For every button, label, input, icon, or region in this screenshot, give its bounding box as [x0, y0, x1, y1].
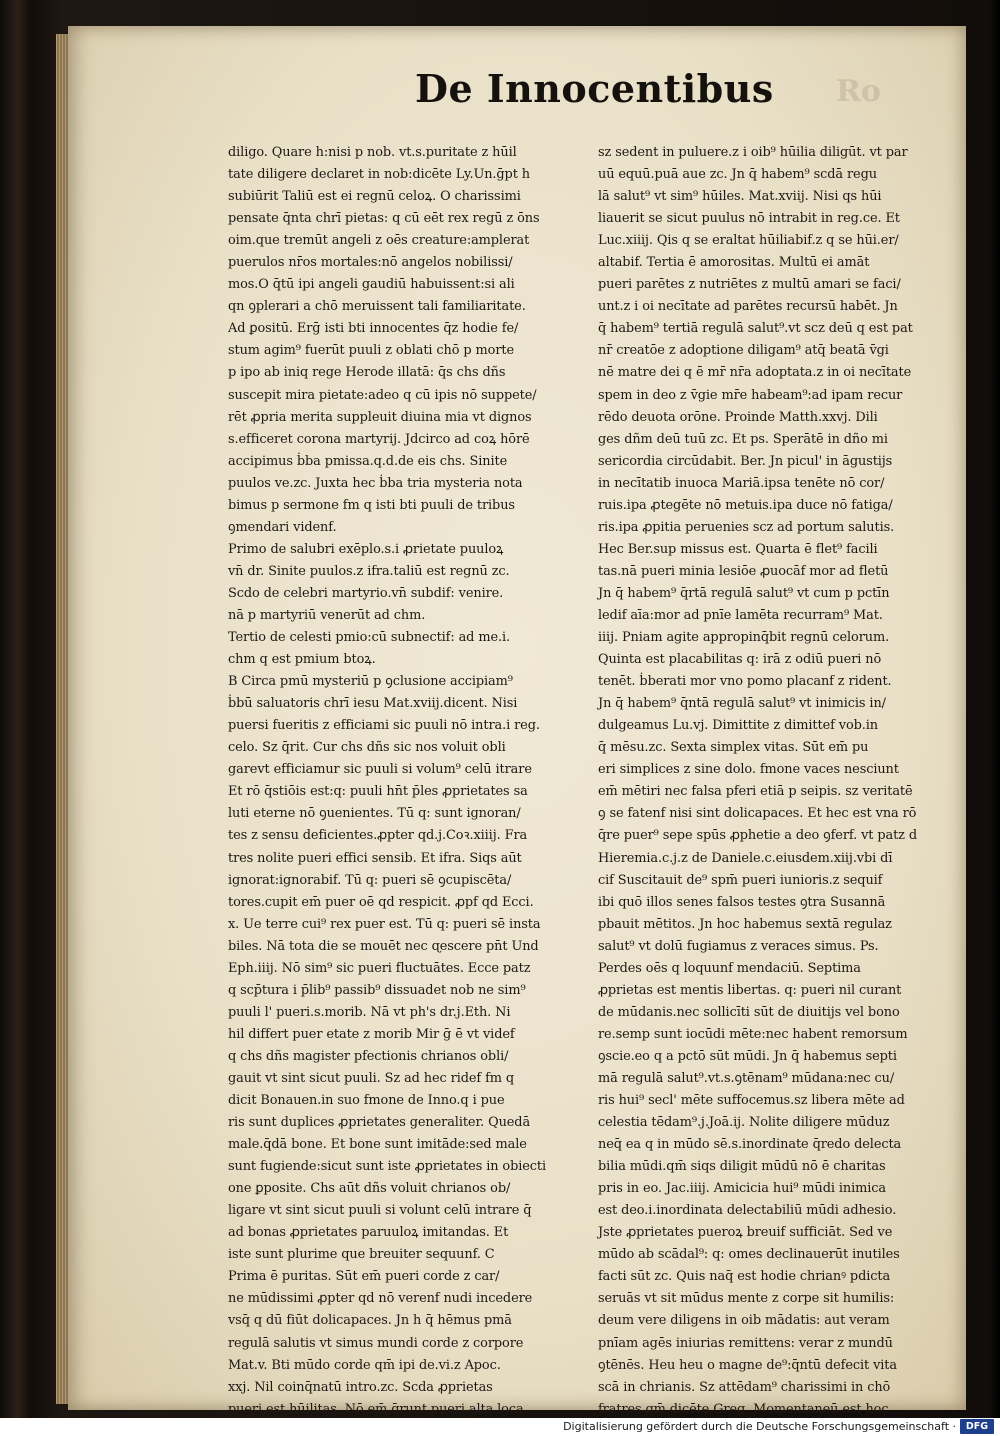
text-line: q̄re puer⁹ sepe spūs ꝓphetie a deo ꝯferf. vt patz d: [598, 828, 918, 844]
text-line: ꝯtēnēs. Heu heu o magne de⁹:q̄ntū defecit vita: [598, 1357, 897, 1373]
text-line: nē matre dei q ē mr̄ nr̄a adoptata.z in oi necītate: [598, 365, 912, 381]
text-line: celo. Sz q̄rit. Cur chs dñs sic nos voluit obli: [228, 740, 506, 756]
text-line: Prima ē puritas. Sūt em̄ pueri corde z car/: [228, 1269, 500, 1285]
text-line: ris.ipa ꝓpitia peruenies scz ad portum salutis.: [598, 519, 895, 535]
text-line: seruās vt sit mūdus mente z corpe sit humilis:: [598, 1291, 895, 1307]
text-line: ledif aīa:mor ad pnīe lamēta recurram⁹ Mat.: [598, 607, 883, 623]
text-line: regulā salutis vt simus mundi corde z corpore: [228, 1335, 524, 1351]
text-line: nr̄ creatōe z adoptione diligam⁹ atq̄ beatā v̄gi: [598, 343, 889, 359]
text-line: biles. Nā tota die se mouēt nec ɋescere pn̄t Und: [228, 938, 539, 954]
text-line: lā salut⁹ vt sim⁹ hūiles. Mat.xviij. Nisi qs hūi: [598, 189, 882, 205]
text-line: re.semp sunt iocūdi mēte:nec habent remorsum: [598, 1026, 908, 1042]
text-line: Luc.xiiij. Qis q se eraltat hūiliabif.z q se hūi.er/: [598, 233, 899, 249]
text-line: dulgeamus Lu.vj. Dimittite z dimittef vob.in: [598, 718, 878, 734]
text-line: bimus p sermone fm q isti bti puuli de tribus: [228, 497, 515, 513]
text-line: tenēt. ḃberati mor vno pomo placanf z rident.: [598, 674, 892, 690]
text-line: tes z sensu deficientes.ꝓpter qd.j.Coꝛ.xiiij. Fra: [228, 828, 528, 844]
text-line: pbauit mētitos. Jn hoc habemus sextā regulaz: [598, 916, 892, 932]
text-line: pensate q̄nta chrī pietas: q cū eēt rex regū z ōns: [228, 211, 540, 227]
text-line: sunt fugiende:sicut sunt iste ꝓprietates in obiecti: [228, 1159, 547, 1175]
text-line: Jn q̄ habem⁹ q̄ntā regulā salut⁹ vt inimicis in/: [598, 696, 886, 712]
text-line: Perdes oēs q loquunf mendaciū. Septima: [598, 960, 861, 976]
text-line: ḃbū saluatoris chrī iesu Mat.xviij.dicent. Nisi: [228, 696, 518, 712]
text-line: cif Suscitauit de⁹ spm̄ pueri iunioris.z sequif: [598, 872, 883, 888]
text-line: deum vere diligens in oib mādatis: aut veram: [598, 1313, 890, 1329]
text-line: pueri est hūilitas. Nō em̄ q̄runt pueri alta loca: [228, 1401, 524, 1417]
text-line: accipimus ḃba pmissa.q.d.de eis chs. Sinite: [228, 453, 508, 469]
text-line: Hieremia.c.j.z de Daniele.c.eiusdem.xiij.vbi dī: [598, 850, 893, 866]
text-line: ꝯmendari videnf.: [228, 519, 337, 535]
text-line: rēdo deuota orōne. Proinde Matth.xxvj. Dili: [598, 409, 878, 425]
text-line: iste sunt plurime que breuiter sequunf. C: [228, 1247, 495, 1263]
text-line: hil differt puer etate z morib Mir ḡ ē vt videf: [228, 1026, 515, 1042]
text-line: rēt ꝓpria merita suppleuit diuina mia vt dignos: [228, 409, 532, 425]
text-line: pueri parētes z nutriētes z multū amari se faci/: [598, 277, 901, 293]
text-line: one ꝑposite. Chs aūt dñs voluit chrianos ob/: [228, 1181, 511, 1197]
digitization-footer: [0, 1418, 1000, 1436]
text-line: vsq̄ q dū fiūt dolicapaces. Jn h q̄ hēmus pmā: [228, 1313, 512, 1329]
text-line: ꝓprietas est mentis libertas. q: pueri nil curant: [598, 982, 902, 998]
text-line: puerulos nr̄os mortales:nō angelos nobilissi/: [228, 255, 513, 271]
text-line: tres nolite pueri effici sensib. Et ifra. Siqs aūt: [228, 850, 522, 866]
text-line: q̄ habem⁹ tertiā regulā salut⁹.vt scz deū q est pat: [598, 321, 913, 337]
text-line: xxj. Nil coinq̄natū intro.zc. Scda ꝓprietas: [228, 1379, 493, 1395]
text-line: Jn q̄ habem⁹ q̄rtā regulā salut⁹ vt cum p pctīn: [598, 585, 890, 601]
text-line: facti sūt zc. Quis naq̄ est hodie chrianꝰ pdicta: [598, 1269, 891, 1285]
text-column-left: [228, 142, 590, 1417]
text-line: Primo de salubri exēplo.s.i ꝓrietate puuloꝝ: [228, 541, 504, 557]
text-line: B Circa pmū mysteriū p ꝯclusione accipiam⁹: [228, 674, 513, 690]
text-line: sericordia circūdabit. Ber. Jn picul' in āgustijs: [598, 453, 893, 469]
text-line: em̄ mētiri nec falsa pferi etiā p seipis. sz veritatē: [598, 784, 913, 800]
text-line: puuli l' pueri.s.morib. Nā vt ph's dr.j.Eth. Ni: [228, 1004, 511, 1020]
text-line: puersi fueritis z efficiami sic puuli nō intra.i reg.: [228, 718, 540, 734]
show-through-text: Ro: [836, 74, 881, 109]
dfg-logo[interactable]: DFG: [960, 1419, 994, 1434]
text-line: gauit vt sint sicut puuli. Sz ad hec ridef fm q: [228, 1070, 515, 1086]
text-line: suscepit mira pietate:adeo q cū ipis nō suppete/: [228, 387, 537, 403]
text-line: luti eterne nō ꝯuenientes. Tū q: sunt ignoran/: [228, 806, 521, 822]
text-line: puulos ve.zc. Juxta hec ḃba tria mysteria nota: [228, 475, 523, 491]
text-line: scā in chrianis. Sz attēdam⁹ charissimi in chō: [598, 1379, 891, 1395]
text-line: Tertio de celesti pmio:cū subnectif: ad me.i.: [228, 630, 511, 646]
text-line: ris sunt duplices ꝓprietates generaliter. Quedā: [228, 1115, 531, 1131]
text-line: mos.O q̄tū ipi angeli gaudiū habuissent:si ali: [228, 277, 515, 293]
text-line: unt.z i oi necītate ad parētes recursū habēt. Jn: [598, 299, 898, 315]
text-line: p ipo ab iniq rege Herode illatā: q̄s chs dñs: [228, 365, 506, 381]
text-line: mūdo ab scādal⁹: q: omes declinauerūt inutiles: [598, 1247, 900, 1263]
text-line: Scdo de celebri martyrio.vn̄ subdif: venire.: [228, 585, 504, 601]
text-line: Ad ꝑositū. Erḡ isti bti innocentes q̄z hodie fe/: [228, 321, 519, 337]
text-line: celestia tēdam⁹.j.Joā.ij. Nolite diligere mūduz: [598, 1115, 890, 1131]
running-head: De Innocentibus: [415, 66, 774, 111]
text-line: stum agim⁹ fuerūt puuli z oblati chō p morte: [228, 343, 515, 359]
text-line: neq̄ ea q in mūdo sē.s.inordinate q̄redo delecta: [598, 1137, 902, 1153]
text-line: dicit Bonauen.in suo fmone de Inno.q i pue: [228, 1093, 505, 1109]
text-line: qn ꝯplerari a chō meruissent tali familiaritate.: [228, 299, 526, 315]
text-line: diligo. Quare h:nisi p nob. vt.s.puritate z hūil: [228, 145, 517, 160]
text-line: est deo.i.inordinata delectabiliū mūdi adhesio.: [598, 1203, 897, 1219]
text-line: in necītatib inuoca Mariā.ipsa tenēte nō cor/: [598, 475, 885, 491]
text-line: de mūdanis.nec sollicīti sūt de diuitijs vel bono: [598, 1004, 900, 1020]
text-line: ꝯscie.eo q a pctō sūt mūdi. Jn q̄ habemus septi: [598, 1048, 897, 1064]
text-line: ruis.ipa ꝓtegēte nō metuis.ipa duce nō fatiga/: [598, 497, 893, 513]
text-line: q scp̄tura i p̄lib⁹ passib⁹ dissuadet nob ne sim⁹: [228, 982, 526, 998]
text-line: subiūrit Taliū est ei regnū celoꝝ. O charissimi: [228, 189, 521, 205]
text-column-right: [598, 142, 964, 1417]
text-line: Mat.v. Bti mūdo corde qm̄ ipi de.vi.z Apoc.: [228, 1357, 501, 1373]
text-line: ignorat:ignorabif. Tū q: pueri sē ꝯcupiscēta/: [228, 872, 512, 888]
text-line: q chs dñs magister pfectionis chrianos obli/: [228, 1048, 509, 1064]
text-line: pnīam agēs iniurias remittens: verar z mundū: [598, 1335, 893, 1351]
text-line: liauerit se sicut puulus nō intrabit in reg.ce. Et: [598, 211, 900, 227]
text-line: sz sedent in puluere.z i oib⁹ hūilia diligūt. vt par: [598, 145, 908, 160]
text-line: ad bonas ꝓprietates paruuloꝝ imitandas. Et: [228, 1225, 509, 1241]
text-line: uū equū.puā aue zc. Jn q̄ habem⁹ scdā regu: [598, 167, 877, 183]
text-line: s.efficeret corona martyrij. Jdcirco ad coꝝ hōrē: [228, 431, 530, 447]
text-line: pris in eo. Jac.iiij. Amicicia hui⁹ mūdi inimica: [598, 1181, 886, 1197]
text-line: tores.cupit em̄ puer oē qd respicit. ꝓpf qd Ecci.: [228, 894, 534, 910]
text-line: mā regulā salut⁹.vt.s.ꝯtēnam⁹ mūdana:nec cu/: [598, 1070, 895, 1086]
text-line: tas.nā pueri minia lesiōe ꝓuocāf mor ad fletū: [598, 563, 889, 579]
text-line: eri simplices z sine dolo. fmone vaces nesciunt: [598, 762, 899, 778]
text-line: Et rō q̄stiōis est:q: puuli hn̄t p̄les ꝓprietates sa: [228, 784, 528, 800]
text-line: Quinta est placabilitas q: irā z odiū pueri nō: [598, 652, 882, 668]
text-line: ligare vt sint sicut puuli si volunt celū intrare q̄: [228, 1203, 532, 1219]
text-line: ne mūdissimi ꝓpter qd nō verenf nudi incedere: [228, 1291, 533, 1307]
text-line: x. Ue terre cui⁹ rex puer est. Tū q: pueri sē insta: [228, 916, 541, 932]
text-line: salut⁹ vt dolū fugiamus z veraces simus. Ps.: [598, 938, 879, 954]
text-line: ibi quō illos senes falsos testes ꝯtra Susannā: [598, 894, 886, 910]
text-line: Eph.iiij. Nō sim⁹ sic pueri fluctuātes. Ecce patz: [228, 960, 531, 976]
text-line: fratres qm̄ dicēte Greg. Momentaneū est hoc: [598, 1401, 889, 1417]
text-line: chm q est pmium btoꝝ.: [228, 652, 376, 668]
text-line: garevt efficiamur sic puuli si volum⁹ celū itrare: [228, 762, 532, 778]
text-line: tate diligere declaret in nob:dicēte Ly.Un.ḡpt h: [228, 167, 530, 183]
text-line: nā p martyriū venerūt ad chm.: [228, 607, 426, 623]
text-line: ꝯ se fatenf nisi sint dolicapaces. Et hec est vna rō: [598, 806, 917, 822]
text-line: male.q̄dā bone. Et bone sunt imitāde:sed male: [228, 1137, 527, 1153]
text-line: ris hui⁹ secl' mēte suffocemus.sz libera mēte ad: [598, 1093, 905, 1109]
text-line: spem in deo z v̄gie mr̄e habeam⁹:ad ipam recur: [598, 387, 903, 403]
text-line: q̄ mēsu.zc. Sexta simplex vitas. Sūt em̄ pu: [598, 740, 869, 756]
text-line: Jste ꝓprietates pueroꝝ breuif sufficiāt. Sed ve: [598, 1225, 893, 1241]
text-line: bilia mūdi.qm̄ siqs diligit mūdū nō ē charitas: [598, 1159, 886, 1175]
text-line: ges dñm deū tuū zc. Et ps. Sperātē in dño mi: [598, 431, 888, 447]
footer-credit: Digitalisierung gefördert durch die Deutsche Forschungsgemeinschaft ·: [563, 1420, 956, 1433]
text-line: altabif. Tertia ē amorositas. Multū ei amāt: [598, 255, 870, 271]
text-line: Hec Ber.sup missus est. Quarta ē flet⁹ facili: [598, 541, 878, 557]
text-line: iiij. Pniam agite appropinq̄bit regnū celorum.: [598, 630, 890, 646]
text-line: oim.que tremūt angeli z oēs creature:amplerat: [228, 233, 530, 249]
text-line: vn̄ dr. Sinite puulos.z ifra.taliū est regnū zc.: [228, 563, 510, 579]
